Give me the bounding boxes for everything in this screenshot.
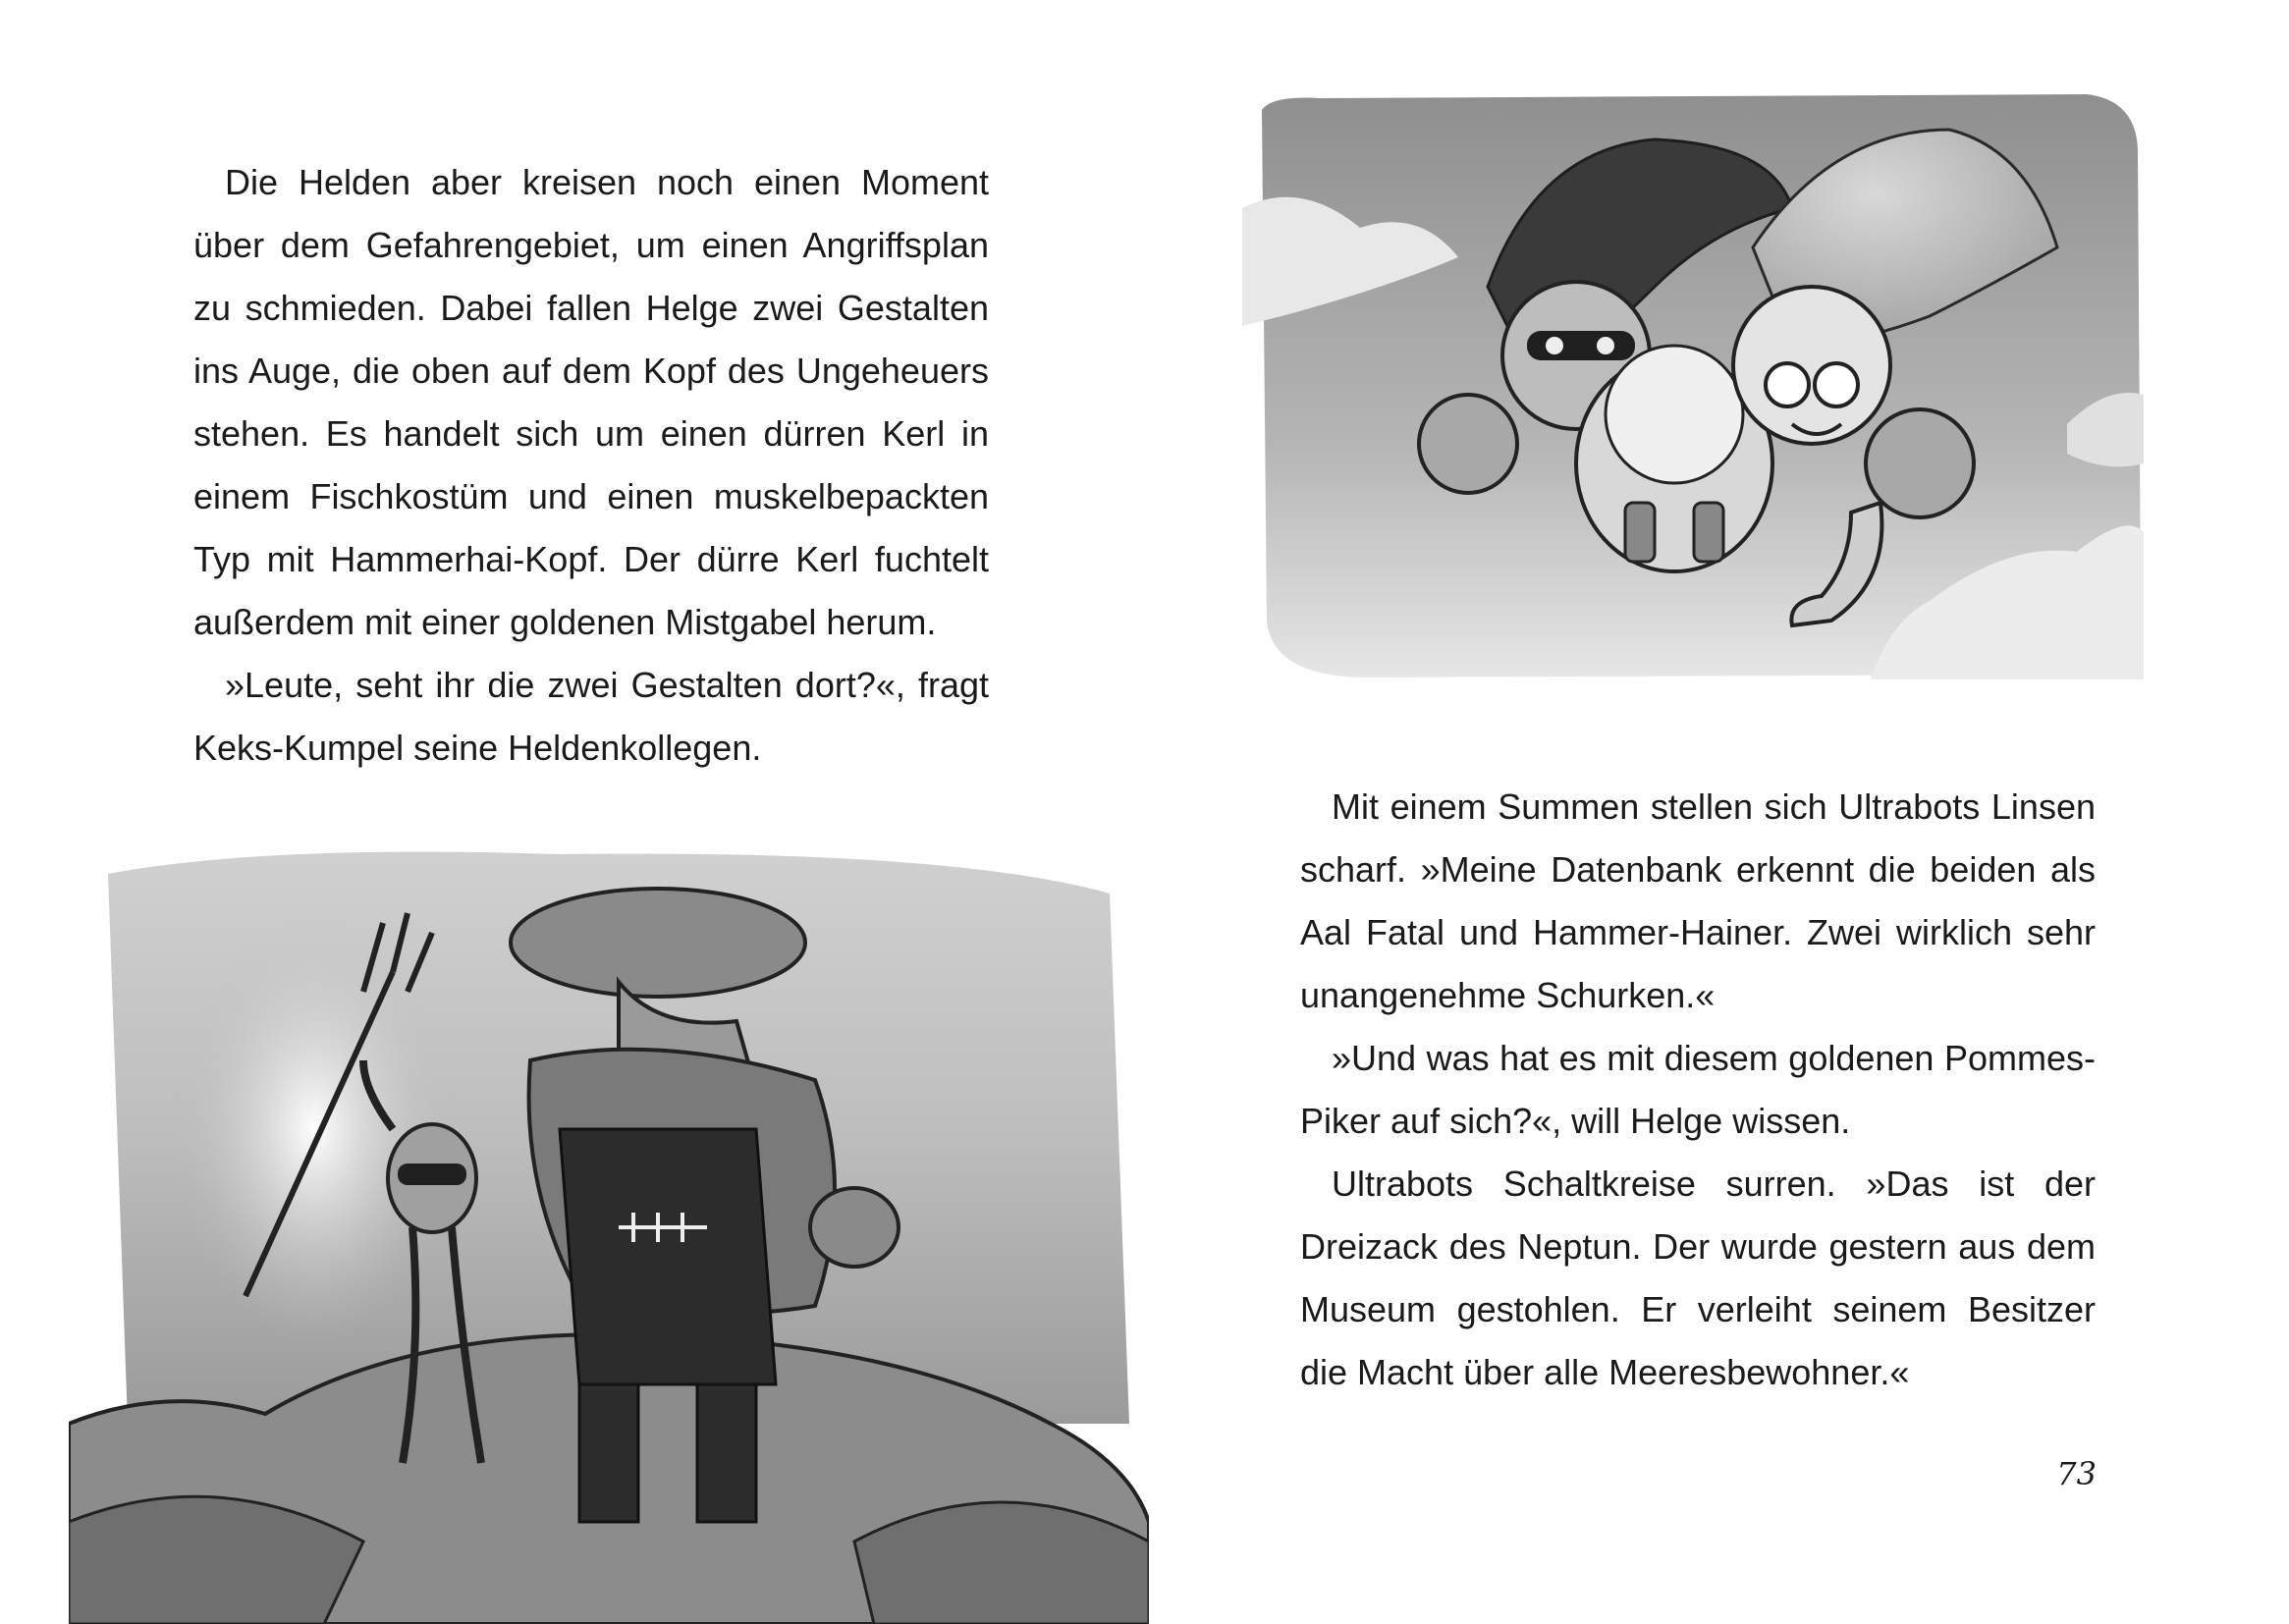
page-number: 73 (2056, 1455, 2097, 1492)
hammerhead-fist (810, 1188, 899, 1267)
villains-svg (69, 835, 1149, 1624)
flying-heroes-illustration (1242, 90, 2144, 679)
left-paragraph-2: »Leute, seht ihr die zwei Gestalten dort?«, fragt Keks-Kumpel seine Heldenkollegen. (193, 665, 989, 768)
flying-heroes-svg (1242, 90, 2144, 679)
right-paragraph-2: »Und was hat es mit diesem goldenen Pommes-Piker auf sich?«, will Helge wissen. (1300, 1038, 2096, 1141)
right-paragraph-3: Ultrabots Schaltkreise surren. »Das ist der Dreizack des Neptun. Der wurde gestern aus dem Museum gestohlen. Er verleiht seinem Besitzer die Macht über alle Meeresbewohner.« (1300, 1164, 2096, 1392)
overalls (560, 1129, 776, 1384)
left-text-column (193, 151, 989, 780)
helmet-hero-head (1733, 287, 1890, 444)
right-text-column (1300, 776, 2096, 1404)
hammerhead-head (511, 889, 805, 997)
dog-hero-mask (1527, 331, 1635, 360)
villains-illustration (69, 835, 1149, 1624)
left-paragraph-1: Die Helden aber kreisen noch einen Moment über dem Gefahrengebiet, um einen Angriffsplan zu schmieden. Dabei fallen Helge zwei Gestalten ins Auge, die oben auf dem Kopf des Ungeheuers stehen. Es handelt sich um einen dürren Kerl in einem Fischkostüm und einen muskelbepackten Typ mit Hammerhai-Kopf. Der dürre Kerl fuchtelt außerdem mit einer goldenen Mistgabel herum. (193, 162, 989, 642)
right-paragraph-1: Mit einem Summen stellen sich Ultrabots Linsen scharf. »Meine Datenbank erkennt die beiden als Aal Fatal und Hammer-Hainer. Zwei wirklich sehr unangenehme Schurken.« (1300, 786, 2096, 1015)
